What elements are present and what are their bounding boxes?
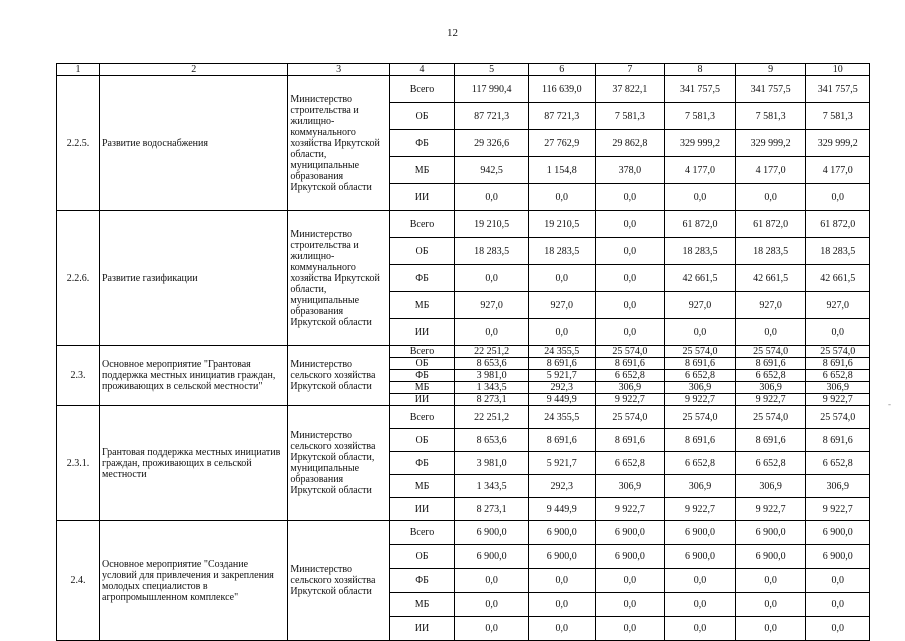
- amount-cell: 9 922,7: [735, 498, 806, 521]
- amount-cell: 29 862,8: [595, 130, 665, 157]
- amount-cell: 6 900,0: [595, 545, 665, 569]
- column-header: 3: [288, 64, 389, 76]
- amount-cell: 0,0: [595, 292, 665, 319]
- amount-cell: 0,0: [735, 319, 806, 346]
- amount-cell: 87 721,3: [529, 103, 596, 130]
- amount-cell: 116 639,0: [529, 76, 596, 103]
- amount-cell: 9 922,7: [806, 394, 870, 406]
- amount-cell: 61 872,0: [665, 211, 736, 238]
- funding-source: Всего: [389, 406, 455, 429]
- amount-cell: 0,0: [529, 569, 596, 593]
- amount-cell: 25 574,0: [595, 346, 665, 358]
- amount-cell: 0,0: [665, 617, 736, 641]
- amount-cell: 6 652,8: [806, 452, 870, 475]
- amount-cell: 6 900,0: [529, 545, 596, 569]
- funding-source: ОБ: [389, 238, 455, 265]
- column-header: 6: [529, 64, 596, 76]
- item-code: 2.2.6.: [57, 211, 100, 346]
- table-row: [57, 521, 870, 545]
- amount-cell: 6 652,8: [665, 370, 736, 382]
- amount-cell: 9 449,9: [529, 394, 596, 406]
- page-number: 12: [447, 27, 458, 39]
- amount-cell: 0,0: [595, 617, 665, 641]
- funding-source: ОБ: [389, 103, 455, 130]
- amount-cell: 3 981,0: [455, 452, 529, 475]
- funding-source: Всего: [389, 521, 455, 545]
- column-header: 5: [455, 64, 529, 76]
- item-code: 2.3.1.: [57, 406, 100, 521]
- amount-cell: 0,0: [455, 617, 529, 641]
- amount-cell: 6 900,0: [529, 521, 596, 545]
- amount-cell: 8 273,1: [455, 394, 529, 406]
- amount-cell: 0,0: [595, 569, 665, 593]
- amount-cell: 6 652,8: [595, 452, 665, 475]
- amount-cell: 5 921,7: [529, 452, 596, 475]
- amount-cell: 6 652,8: [735, 452, 806, 475]
- funding-source: МБ: [389, 292, 455, 319]
- amount-cell: 25 574,0: [735, 406, 806, 429]
- amount-cell: 0,0: [529, 184, 596, 211]
- amount-cell: 7 581,3: [806, 103, 870, 130]
- amount-cell: 9 922,7: [806, 498, 870, 521]
- amount-cell: 0,0: [595, 593, 665, 617]
- funding-source: МБ: [389, 382, 455, 394]
- amount-cell: 0,0: [806, 617, 870, 641]
- amount-cell: 18 283,5: [455, 238, 529, 265]
- amount-cell: 9 922,7: [595, 394, 665, 406]
- amount-cell: 42 661,5: [806, 265, 870, 292]
- amount-cell: 927,0: [806, 292, 870, 319]
- amount-cell: 22 251,2: [455, 346, 529, 358]
- amount-cell: 9 922,7: [595, 498, 665, 521]
- amount-cell: 8 691,6: [806, 429, 870, 452]
- amount-cell: 8 691,6: [529, 358, 596, 370]
- amount-cell: 1 343,5: [455, 382, 529, 394]
- amount-cell: 25 574,0: [665, 406, 736, 429]
- amount-cell: 18 283,5: [665, 238, 736, 265]
- funding-source: ИИ: [389, 498, 455, 521]
- funding-source: ИИ: [389, 617, 455, 641]
- amount-cell: 927,0: [455, 292, 529, 319]
- amount-cell: 0,0: [595, 319, 665, 346]
- amount-cell: 329 999,2: [665, 130, 736, 157]
- amount-cell: 306,9: [806, 475, 870, 498]
- amount-cell: 329 999,2: [735, 130, 806, 157]
- amount-cell: 0,0: [735, 593, 806, 617]
- amount-cell: 25 574,0: [665, 346, 736, 358]
- budget-table: [56, 63, 870, 641]
- amount-cell: 25 574,0: [806, 346, 870, 358]
- funding-source: МБ: [389, 157, 455, 184]
- funding-source: ФБ: [389, 569, 455, 593]
- amount-cell: 0,0: [455, 319, 529, 346]
- amount-cell: 6 900,0: [806, 521, 870, 545]
- amount-cell: 292,3: [529, 475, 596, 498]
- amount-cell: 0,0: [455, 593, 529, 617]
- amount-cell: 927,0: [529, 292, 596, 319]
- amount-cell: 306,9: [595, 382, 665, 394]
- amount-cell: 0,0: [595, 211, 665, 238]
- funding-source: ФБ: [389, 370, 455, 382]
- amount-cell: 0,0: [806, 569, 870, 593]
- table-row: [57, 211, 870, 238]
- amount-cell: 42 661,5: [665, 265, 736, 292]
- amount-cell: 3 981,0: [455, 370, 529, 382]
- amount-cell: 24 355,5: [529, 346, 596, 358]
- amount-cell: 8 691,6: [529, 429, 596, 452]
- amount-cell: 0,0: [455, 184, 529, 211]
- amount-cell: 306,9: [665, 475, 736, 498]
- amount-cell: 0,0: [455, 265, 529, 292]
- amount-cell: 8 691,6: [735, 358, 806, 370]
- amount-cell: 25 574,0: [735, 346, 806, 358]
- amount-cell: 6 652,8: [665, 452, 736, 475]
- amount-cell: 6 652,8: [806, 370, 870, 382]
- amount-cell: 61 872,0: [735, 211, 806, 238]
- amount-cell: 19 210,5: [529, 211, 596, 238]
- column-header: 10: [806, 64, 870, 76]
- amount-cell: 6 900,0: [455, 545, 529, 569]
- amount-cell: 8 691,6: [595, 358, 665, 370]
- amount-cell: 0,0: [806, 319, 870, 346]
- funding-source: Всего: [389, 76, 455, 103]
- amount-cell: 0,0: [529, 319, 596, 346]
- amount-cell: 927,0: [665, 292, 736, 319]
- amount-cell: 25 574,0: [806, 406, 870, 429]
- item-code: 2.2.5.: [57, 76, 100, 211]
- funding-source: МБ: [389, 593, 455, 617]
- amount-cell: 0,0: [735, 184, 806, 211]
- funding-source: ОБ: [389, 545, 455, 569]
- amount-cell: 341 757,5: [735, 76, 806, 103]
- column-header: 8: [665, 64, 736, 76]
- funding-source: ИИ: [389, 184, 455, 211]
- amount-cell: 18 283,5: [735, 238, 806, 265]
- item-executor: Министерство строительства и жилищно-коммунального хозяйства Иркутской области, муниципальные образования Иркутской области: [288, 76, 389, 211]
- amount-cell: 341 757,5: [665, 76, 736, 103]
- column-header: 4: [389, 64, 455, 76]
- amount-cell: 8 691,6: [665, 358, 736, 370]
- item-name: Основное мероприятие "Создание условий для привлечения и закрепления молодых специалистов в агропромышленном комплексе": [100, 521, 288, 641]
- amount-cell: 6 652,8: [735, 370, 806, 382]
- amount-cell: 8 653,6: [455, 358, 529, 370]
- amount-cell: 0,0: [455, 569, 529, 593]
- amount-cell: 4 177,0: [665, 157, 736, 184]
- funding-source: ОБ: [389, 429, 455, 452]
- amount-cell: 6 900,0: [455, 521, 529, 545]
- amount-cell: 306,9: [735, 382, 806, 394]
- funding-source: Всего: [389, 211, 455, 238]
- amount-cell: 0,0: [806, 593, 870, 617]
- amount-cell: 8 691,6: [806, 358, 870, 370]
- item-executor: Министерство сельского хозяйства Иркутской области: [288, 346, 389, 406]
- amount-cell: 306,9: [806, 382, 870, 394]
- amount-cell: 29 326,6: [455, 130, 529, 157]
- amount-cell: 24 355,5: [529, 406, 596, 429]
- funding-source: МБ: [389, 475, 455, 498]
- amount-cell: 18 283,5: [806, 238, 870, 265]
- amount-cell: 4 177,0: [735, 157, 806, 184]
- amount-cell: 306,9: [665, 382, 736, 394]
- funding-source: ФБ: [389, 452, 455, 475]
- amount-cell: 0,0: [665, 569, 736, 593]
- amount-cell: 0,0: [529, 265, 596, 292]
- funding-source: ФБ: [389, 130, 455, 157]
- table-row: [57, 406, 870, 429]
- amount-cell: 6 900,0: [665, 521, 736, 545]
- amount-cell: 4 177,0: [806, 157, 870, 184]
- amount-cell: 0,0: [665, 319, 736, 346]
- amount-cell: 0,0: [595, 265, 665, 292]
- amount-cell: 19 210,5: [455, 211, 529, 238]
- amount-cell: 927,0: [735, 292, 806, 319]
- amount-cell: 0,0: [529, 617, 596, 641]
- item-code: 2.4.: [57, 521, 100, 641]
- amount-cell: 942,5: [455, 157, 529, 184]
- column-header: 2: [100, 64, 288, 76]
- amount-cell: 8 653,6: [455, 429, 529, 452]
- amount-cell: 341 757,5: [806, 76, 870, 103]
- table-row: [57, 346, 870, 358]
- column-header-row: [57, 64, 870, 76]
- funding-source: ОБ: [389, 358, 455, 370]
- amount-cell: 6 900,0: [806, 545, 870, 569]
- amount-cell: 6 900,0: [665, 545, 736, 569]
- funding-source: Всего: [389, 346, 455, 358]
- amount-cell: 378,0: [595, 157, 665, 184]
- table-row: [57, 76, 870, 103]
- margin-mark: -: [888, 399, 891, 409]
- amount-cell: 8 691,6: [595, 429, 665, 452]
- amount-cell: 306,9: [595, 475, 665, 498]
- amount-cell: 9 922,7: [665, 498, 736, 521]
- item-name: Основное мероприятие "Грантовая поддержка местных инициатив граждан, проживающих в сельской местности": [100, 346, 288, 406]
- amount-cell: 6 900,0: [735, 545, 806, 569]
- amount-cell: 8 691,6: [735, 429, 806, 452]
- amount-cell: 22 251,2: [455, 406, 529, 429]
- amount-cell: 7 581,3: [665, 103, 736, 130]
- amount-cell: 6 652,8: [595, 370, 665, 382]
- amount-cell: 6 900,0: [735, 521, 806, 545]
- item-executor: Министерство строительства и жилищно-коммунального хозяйства Иркутской области, муниципальные образования Иркутской области: [288, 211, 389, 346]
- item-name: Развитие водоснабжения: [100, 76, 288, 211]
- funding-source: ФБ: [389, 265, 455, 292]
- amount-cell: 0,0: [595, 184, 665, 211]
- amount-cell: 61 872,0: [806, 211, 870, 238]
- amount-cell: 329 999,2: [806, 130, 870, 157]
- amount-cell: 0,0: [735, 617, 806, 641]
- amount-cell: 37 822,1: [595, 76, 665, 103]
- amount-cell: 0,0: [665, 593, 736, 617]
- item-name: Грантовая поддержка местных инициатив граждан, проживающих в сельской местности: [100, 406, 288, 521]
- amount-cell: 292,3: [529, 382, 596, 394]
- amount-cell: 9 449,9: [529, 498, 596, 521]
- amount-cell: 6 900,0: [595, 521, 665, 545]
- funding-source: ИИ: [389, 319, 455, 346]
- amount-cell: 306,9: [735, 475, 806, 498]
- amount-cell: 0,0: [665, 184, 736, 211]
- item-executor: Министерство сельского хозяйства Иркутской области, муниципальные образования Иркутской области: [288, 406, 389, 521]
- amount-cell: 9 922,7: [665, 394, 736, 406]
- item-code: 2.3.: [57, 346, 100, 406]
- amount-cell: 87 721,3: [455, 103, 529, 130]
- amount-cell: 5 921,7: [529, 370, 596, 382]
- amount-cell: 117 990,4: [455, 76, 529, 103]
- amount-cell: 7 581,3: [735, 103, 806, 130]
- item-executor: Министерство сельского хозяйства Иркутской области: [288, 521, 389, 641]
- amount-cell: 18 283,5: [529, 238, 596, 265]
- item-name: Развитие газификации: [100, 211, 288, 346]
- amount-cell: 0,0: [806, 184, 870, 211]
- amount-cell: 0,0: [595, 238, 665, 265]
- amount-cell: 0,0: [529, 593, 596, 617]
- amount-cell: 7 581,3: [595, 103, 665, 130]
- column-header: 9: [735, 64, 806, 76]
- amount-cell: 27 762,9: [529, 130, 596, 157]
- amount-cell: 8 691,6: [665, 429, 736, 452]
- amount-cell: 0,0: [735, 569, 806, 593]
- funding-source: ИИ: [389, 394, 455, 406]
- column-header: 7: [595, 64, 665, 76]
- column-header: 1: [57, 64, 100, 76]
- amount-cell: 1 343,5: [455, 475, 529, 498]
- amount-cell: 42 661,5: [735, 265, 806, 292]
- amount-cell: 1 154,8: [529, 157, 596, 184]
- amount-cell: 9 922,7: [735, 394, 806, 406]
- amount-cell: 25 574,0: [595, 406, 665, 429]
- amount-cell: 8 273,1: [455, 498, 529, 521]
